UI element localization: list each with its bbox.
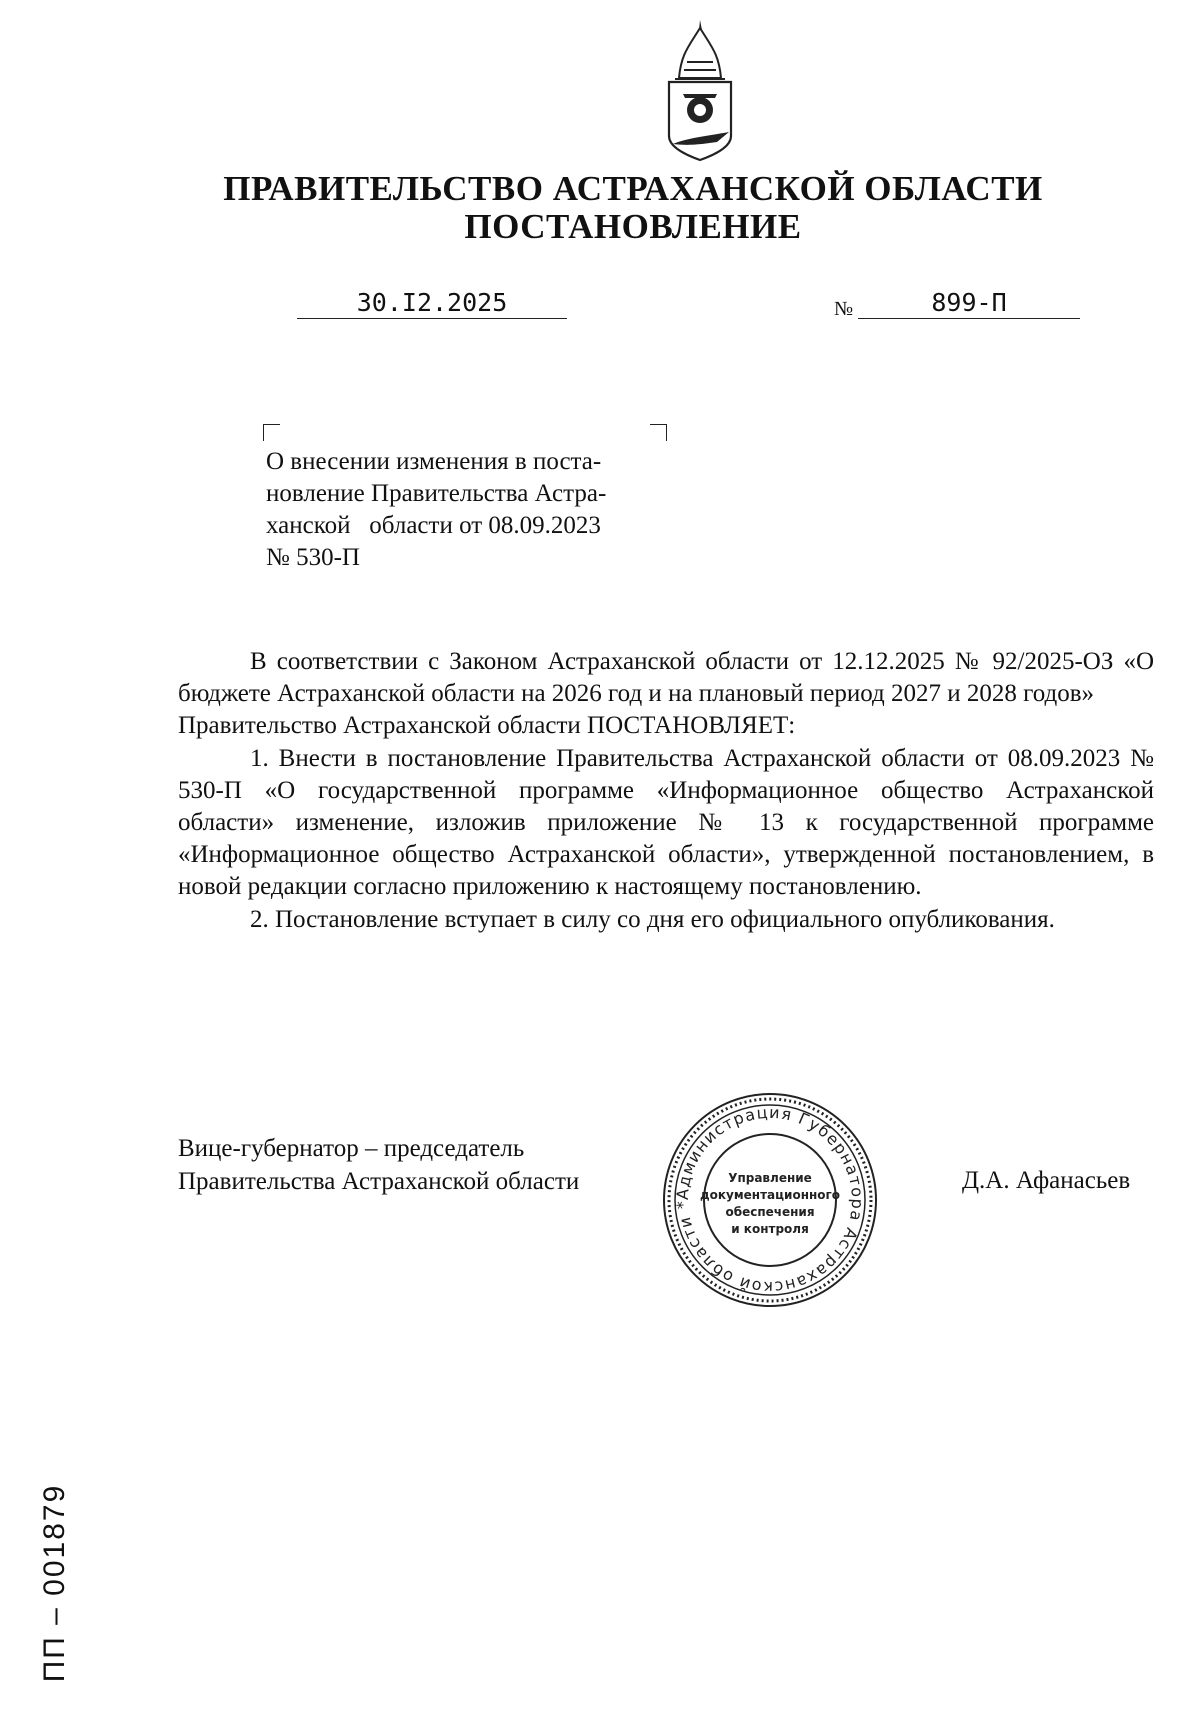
signatory-position-line: Правительства Астраханской области xyxy=(178,1168,580,1195)
item-2-paragraph: 2. Постановление вступает в силу со дня его официального опубликования. xyxy=(250,905,1055,933)
stamp-center-line: обеспечения xyxy=(725,1205,815,1219)
subject-line: № 530-П xyxy=(266,544,360,571)
document-date: 30.I2.2025 xyxy=(297,288,567,319)
stamp-center-line: Управление xyxy=(728,1171,812,1185)
signatory-position-line: Вице-губернатор – председатель xyxy=(178,1135,525,1162)
item-1-paragraph: 1. Внести в постановление Правительства Астраханской области от 08.09.2023 № 530-П «О государственной программе «Информационное общество Астраханской области» изменение, изложив приложение № 13 к государственной программе «Информационное общество Астраханской области», утвержденной постановлением, в новой редакции согласно приложению к настоящему постановлению. xyxy=(178,744,1154,901)
document-number: 899-П xyxy=(858,288,1080,319)
document-subject xyxy=(266,446,666,574)
number-sign: № xyxy=(834,298,854,320)
subject-corner-right xyxy=(650,424,667,441)
signatory-name: Д.А. Афанасьев xyxy=(962,1167,1131,1194)
stamp-center-line: и контроля xyxy=(731,1222,809,1236)
subject-line: ханской области от 08.09.2023 xyxy=(266,512,601,539)
subject-line: О внесении изменения в поста- xyxy=(266,448,602,475)
authority-title: ПРАВИТЕЛЬСТВО АСТРАХАНСКОЙ ОБЛАСТИ xyxy=(223,169,1043,208)
document-body xyxy=(178,646,1154,936)
coat-of-arms-emblem xyxy=(659,18,741,164)
stamp-ring-text: Администрация Губернатора Астраханской области * xyxy=(672,1102,868,1298)
stamp-center-line: документационного xyxy=(699,1188,841,1202)
registration-mark-text: ПП – 001879 xyxy=(38,1483,71,1683)
document-type-title: ПОСТАНОВЛЕНИЕ xyxy=(464,207,802,246)
preamble-paragraph: В соответствии с Законом Астраханской области от 12.12.2025 № 92/2025-ОЗ «О бюджете Астраханской области на 2026 год и на плановый период 2027 и 2028 годов» xyxy=(178,648,1154,708)
subject-line: новление Правительства Астра- xyxy=(266,480,607,507)
official-stamp xyxy=(660,1090,880,1310)
subject-corner-left xyxy=(263,424,280,441)
signatory-position xyxy=(178,1132,658,1198)
decree-paragraph: Правительство Астраханской области ПОСТАНОВЛЯЕТ: xyxy=(178,712,796,740)
registration-mark xyxy=(38,1483,71,1683)
